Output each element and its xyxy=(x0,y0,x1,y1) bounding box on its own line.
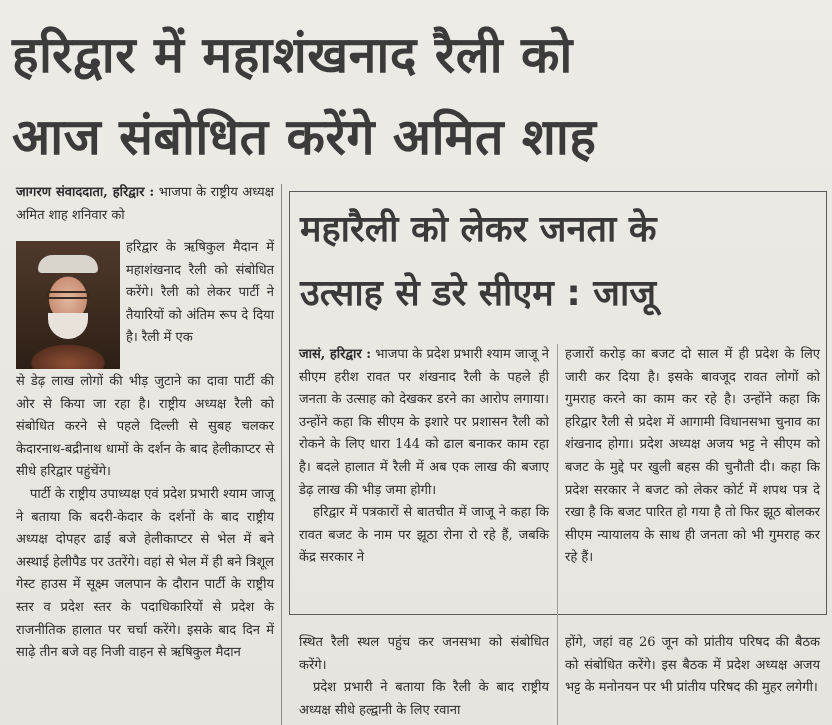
article-para2: पार्टी के राष्ट्रीय उपाध्यक्ष एवं प्रदेश प्रभारी श्याम जाजू ने बताया कि बदरी-केदार के दर्शनों के बाद राष्ट्रीय अध्यक्ष दोपहर ढाई बजे हेलीकाप्टर से भेल में बने अस्थाई हेलीपैड पर उतरेंगे। वहां से भेल में ही बने त्रिशूल गेस्ट हाउस में सूक्ष्म जलपान के दौरान पार्टी के राष्ट्रीय स्तर व प्रदेश स्तर के पदाधिकारियों से प्रदेश के राजनीतिक हालात पर चर्चा करेंगे। इसके बाद दिन में साढ़े तीन बजे वह निजी वाहन से ऋषिकुल मैदान xyxy=(16,486,274,661)
photo-beard xyxy=(48,313,88,339)
photo-hair xyxy=(38,255,98,273)
amit-shah-photo xyxy=(16,241,120,369)
boxed-column-divider xyxy=(557,344,558,725)
continued-column-2 xyxy=(565,632,820,700)
continued-col2-text: होंगे, जहां वह 26 जून को प्रांतीय परिषद की बैठक को संबोधित करेंगे। इस बैठक में प्रदेश अध्यक्ष अजय भट्ट के मनोनयन पर भी प्रांतीय परिषद की मुहर लगेगी। xyxy=(565,635,820,696)
boxed-headline-line1: महारैली को लेकर जनता के xyxy=(300,209,657,250)
beside-photo-text: हरिद्वार के ऋषिकुल मैदान में महाशंखनाद रैली को संबोधित करेंगे। रैली को लेकर पार्टी ने तैयारियों को अंतिम रूप दे दिया है। रैली में एक xyxy=(126,240,274,346)
boxed-col1-p2: हरिद्वार में पत्रकारों से बातचीत में जाजू ने कहा कि रावत बजट के नाम पर झूठा रोना रो रहे हैं, जबकि केंद्र सरकार ने xyxy=(299,505,549,566)
boxed-headline xyxy=(300,198,820,326)
article-lead xyxy=(16,182,274,227)
continued-column-1 xyxy=(299,632,549,722)
main-headline xyxy=(12,14,812,178)
continued-col1-p2: प्रदेश प्रभारी ने बताया कि रैली के बाद राष्ट्रीय अध्यक्ष सीधे हल्द्वानी के लिए रवाना xyxy=(299,680,549,718)
boxed-col2-text: हजारों करोड़ का बजट दो साल में ही प्रदेश के लिए जारी कर दिया है। इसके बावजूद रावत लोगों को गुमराह करने का काम कर रहे है। उन्होंने कहा कि हरिद्वार रैली से प्रदेश में आगामी विधानसभा चुनाव का शंखनाद होगा। प्रदेश अध्यक्ष अजय भट्ट ने सीएम को बजट के मुद्दे पर खुली बहस की चुनौती दी। कहा कि प्रदेश सरकार ने बजट को लेकर कोर्ट में शपथ पत्र दे रखा है कि बजट पारित हो गया है तो फिर झूठ बोलकर सीएम न्यायालय के साथ ही जनता को भी गुमराह कर रहे हैं। xyxy=(565,347,820,566)
article-lead-text: भाजपा के राष्ट्रीय अध्यक्ष अमित शाह शनिवार को xyxy=(16,185,274,223)
article-byline: जागरण संवाददाता, हरिद्वार : xyxy=(16,185,155,200)
article-body xyxy=(16,371,274,665)
main-headline-line1: हरिद्वार में महाशंखनाद रैली को xyxy=(12,26,573,84)
article-beside-photo xyxy=(126,237,274,350)
boxed-column-2 xyxy=(565,344,820,570)
article-para1: से डेढ़ लाख लोगों की भीड़ जुटाने का दावा पार्टी की ओर से किया जा रहा है। राष्ट्रीय अध्यक्ष रैली को संबोधित करने से पहले दिल्ली से सुबह चलकर केदारनाथ-बद्रीनाथ धामों के दर्शन के बाद हेलीकाप्टर से सीधे हरिद्वार पहुंचेंगे। xyxy=(16,374,274,480)
boxed-byline: जासं, हरिद्वार : xyxy=(299,347,372,362)
boxed-column-1 xyxy=(299,344,549,570)
boxed-headline-line2: उत्साह से डरे सीएम : जाजू xyxy=(300,273,657,314)
photo-glasses xyxy=(46,291,90,299)
continued-col1-p1: स्थित रैली स्थल पहुंच कर जनसभा को संबोधित करेंगे। xyxy=(299,635,549,673)
boxed-col1-p1: भाजपा के प्रदेश प्रभारी श्याम जाजू ने सीएम हरीश रावत पर शंखनाद रैली के पहले ही जनता के उत्साह को देखकर डरने का आरोप लगाया। उन्होंने कहा कि सीएम के इशारे पर प्रशासन रैली को रोकने के लिए धारा 144 को ढाल बनाकर काम रहा है। बदले हालात में रैली में अब एक लाख की बजाए डेढ़ लाख की भीड़ जमा होगी। xyxy=(299,347,549,498)
column-divider xyxy=(281,184,282,725)
main-headline-line2: आज संबोधित करेंगे अमित शाह xyxy=(12,108,597,166)
